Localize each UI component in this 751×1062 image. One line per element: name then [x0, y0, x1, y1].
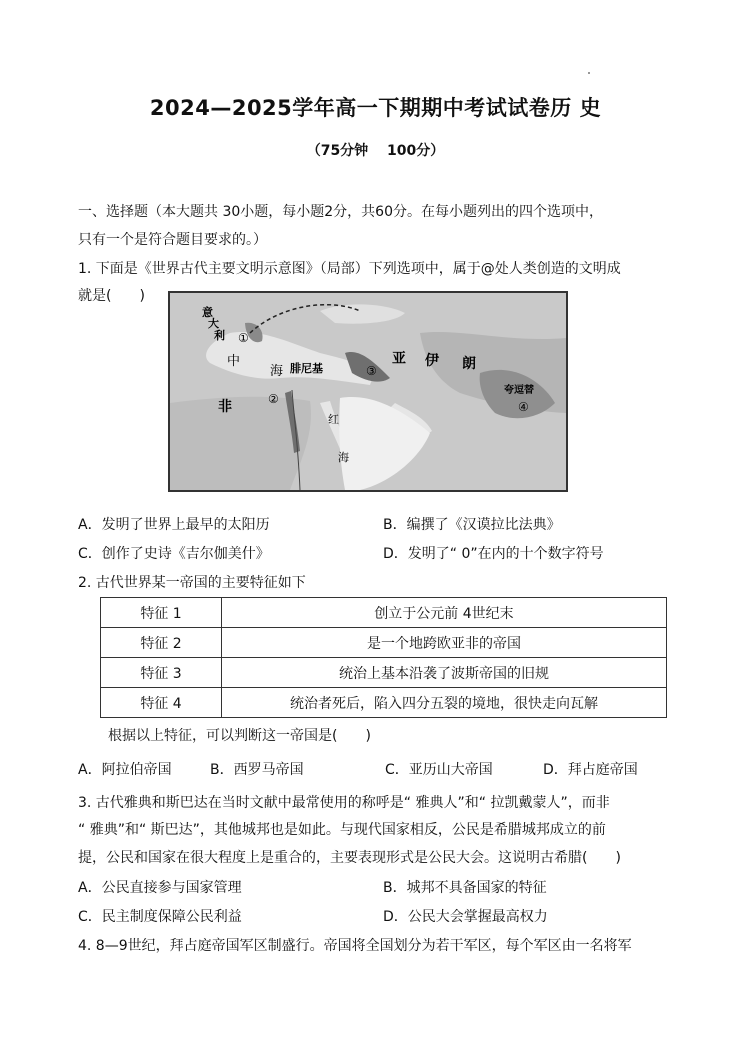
- label-lang: 朗: [462, 356, 476, 372]
- feature-value: 是一个地跨欧亚非的帝国: [222, 628, 667, 658]
- q1-option-c: C．创作了史诗《吉尔伽美什》: [78, 546, 270, 562]
- q3-stem-line1: 3. 古代雅典和斯巴达在当时文献中最常使用的称呼是“ 雅典人”和“ 拉凯戴蒙人”，而非: [78, 795, 610, 811]
- label-zhong: 中: [227, 354, 241, 369]
- q1-option-b: B．编撰了《汉谟拉比法典》: [383, 517, 561, 533]
- label-yi: 意: [202, 306, 213, 319]
- q3-option-d: D．公民大会掌握最高权力: [383, 909, 548, 925]
- section-heading-line1: 一、选择题（本大题共 30小题，每小题2分，共60分。在每小题列出的四个选项中，: [78, 204, 603, 220]
- q2-option-d: D．拜占庭帝国: [543, 762, 638, 778]
- table-row: [101, 658, 667, 688]
- label-n1: ①: [238, 331, 249, 345]
- q2-option-c: C．亚历山大帝国: [385, 762, 493, 778]
- label-da: 大: [208, 317, 219, 330]
- table-row: [101, 628, 667, 658]
- q4-stem-line1: 4. 8—9世纪，拜占庭帝国军区制盛行。帝国将全国划分为若干军区，每个军区由一名将军: [78, 938, 632, 954]
- q2-features-table: [100, 597, 667, 718]
- feature-key: 特征 3: [101, 658, 222, 688]
- q3-stem-line3: 提，公民和国家在很大程度上是重合的，主要表现形式是公民大会。这说明古希腊( ): [78, 850, 621, 866]
- label-yingdu: 夸逗替: [504, 385, 534, 396]
- q1-stem-line1: 1. 下面是《世界古代主要文明示意图》（局部）下列选项中，属于@处人类创造的文明成: [78, 261, 621, 277]
- feature-value: 统治上基本沿袭了波斯帝国的旧规: [222, 658, 667, 688]
- exam-title: 2024—2025学年高一下期期中考试试卷历 史: [149, 96, 602, 120]
- label-hai: 海: [270, 364, 284, 379]
- label-hai2: 海: [338, 451, 349, 464]
- q2-stem: 2. 古代世界某一帝国的主要特征如下: [78, 575, 306, 591]
- label-ya: 亚: [392, 351, 406, 367]
- feature-key: 特征 4: [101, 688, 222, 718]
- q2-option-b: B．西罗马帝国: [210, 762, 304, 778]
- label-n3: ③: [366, 364, 377, 378]
- section-heading-line2: 只有一个是符合题目要求的。）: [78, 232, 267, 248]
- table-row: [101, 598, 667, 628]
- q2-question: 根据以上特征，可以判断这一帝国是( ): [108, 728, 371, 744]
- map-graphic: [170, 293, 566, 490]
- q3-option-a: A．公民直接参与国家管理: [78, 880, 242, 896]
- q2-option-a: A．阿拉伯帝国: [78, 762, 172, 778]
- q1-option-d: D．发明了“ 0”在内的十个数字符号: [383, 546, 604, 562]
- label-li: 利: [214, 329, 225, 342]
- q1-option-a: A．发明了世界上最早的太阳历: [78, 517, 270, 533]
- q3-option-c: C．民主制度保障公民利益: [78, 909, 242, 925]
- label-feinij: 腓尼基: [290, 362, 323, 375]
- feature-key: 特征 2: [101, 628, 222, 658]
- feature-value: 统治者死后，陷入四分五裂的境地，很快走向瓦解: [222, 688, 667, 718]
- q3-option-b: B．城邦不具备国家的特征: [383, 880, 547, 896]
- label-yi2: 伊: [425, 353, 439, 369]
- feature-key: 特征 1: [101, 598, 222, 628]
- label-n2: ②: [268, 392, 279, 406]
- label-hong: 红: [328, 413, 339, 426]
- q3-stem-line2: “ 雅典”和“ 斯巴达”，其他城邦也是如此。与现代国家相反，公民是希腊城邦成立的前: [78, 822, 606, 838]
- table-row: [101, 688, 667, 718]
- scan-speck: [588, 72, 590, 74]
- exam-subtitle: （75分钟 100分）: [306, 143, 445, 159]
- q1-stem-line2: 就是( ): [78, 288, 145, 304]
- label-n4: ④: [518, 400, 529, 414]
- label-fei: 非: [218, 399, 232, 415]
- feature-value: 创立于公元前 4世纪末: [222, 598, 667, 628]
- ancient-civilizations-map: [168, 291, 568, 492]
